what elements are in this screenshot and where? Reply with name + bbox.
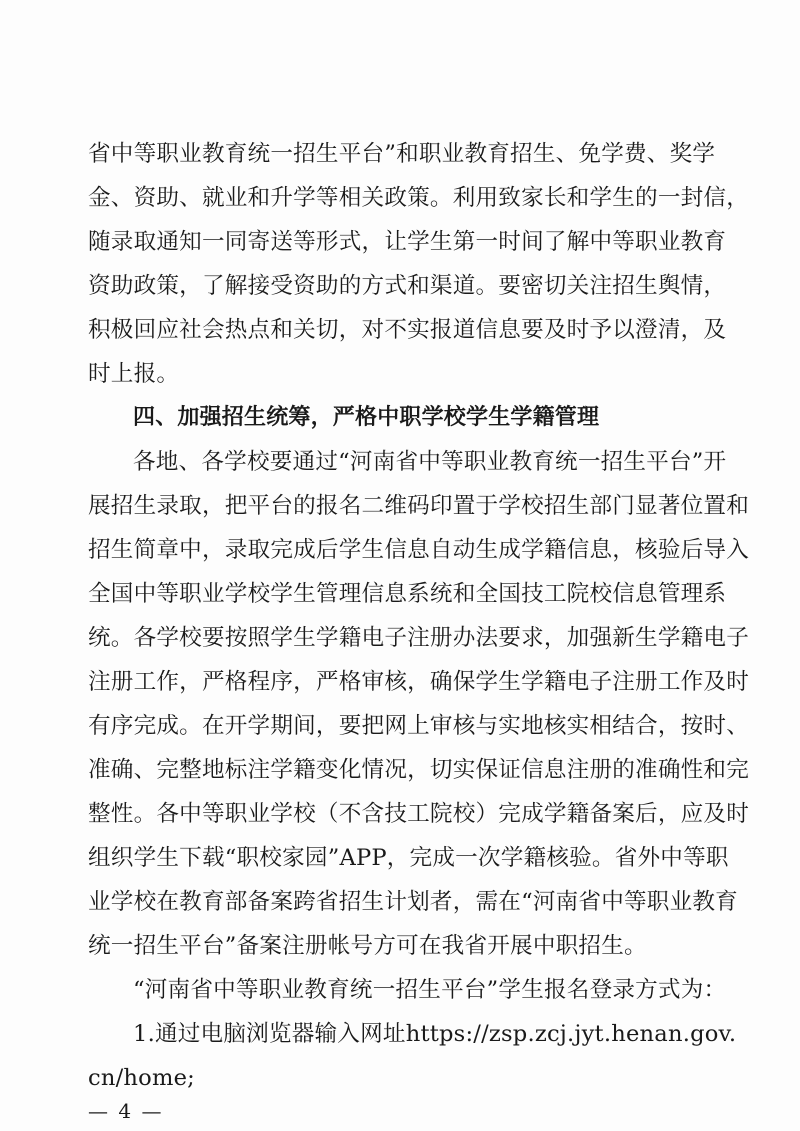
paragraph-line: 有序完成。在开学期间，要把网上审核与实地核实相结合，按时、: [88, 713, 750, 739]
paragraph-line: 组织学生下载“职校家园”APP，完成一次学籍核验。省外中等职: [88, 845, 729, 871]
paragraph-line: 金、资助、就业和升学等相关政策。利用致家长和学生的一封信，: [88, 185, 750, 211]
paragraph-line: 统一招生平台”备案注册帐号方可在我省开展中职招生。: [88, 933, 647, 959]
paragraph-line: 随录取通知一同寄送等形式，让学生第一时间了解中等职业教育: [88, 229, 727, 255]
paragraph-line: 资助政策，了解接受资助的方式和渠道。要密切关注招生舆情，: [88, 273, 727, 299]
paragraph-line: 准确、完整地标注学籍变化情况，切实保证信息注册的准确性和完: [88, 757, 750, 783]
paragraph-line: 1.通过电脑浏览器输入网址https://zsp.zcj.jyt.henan.gov.: [133, 1021, 737, 1047]
paragraph-line: cn/home;: [88, 1065, 195, 1091]
paragraph-line: 时上报。: [88, 361, 180, 387]
paragraph-line: 积极回应社会热点和关切，对不实报道信息要及时予以澄清，及: [88, 317, 727, 343]
paragraph-line: “河南省中等职业教育统一招生平台”学生报名登录方式为：: [133, 977, 727, 1003]
paragraph-line: 统。各学校要按照学生学籍电子注册办法要求，加强新生学籍电子: [88, 625, 750, 651]
paragraph-line: 全国中等职业学校学生管理信息系统和全国技工院校信息管理系: [88, 581, 727, 607]
paragraph-line: 注册工作，严格程序，严格审核，确保学生学籍电子注册工作及时: [88, 669, 750, 695]
paragraph-line: 省中等职业教育统一招生平台”和职业教育招生、免学费、奖学: [88, 141, 716, 167]
section-heading: 四、加强招生统筹，严格中职学校学生学籍管理: [133, 405, 600, 430]
paragraph-line: 各地、各学校要通过“河南省中等职业教育统一招生平台”开: [133, 449, 727, 475]
paragraph-line: 业学校在教育部备案跨省招生计划者，需在“河南省中等职业教育: [88, 889, 738, 915]
paragraph-line: 招生简章中，录取完成后学生信息自动生成学籍信息，核验后导入: [88, 537, 750, 563]
paragraph-line: 展招生录取，把平台的报名二维码印置于学校招生部门显著位置和: [88, 493, 750, 519]
page-number: — 4 —: [88, 1099, 164, 1123]
paragraph-line: 整性。各中等职业学校（不含技工院校）完成学籍备案后，应及时: [88, 801, 750, 827]
